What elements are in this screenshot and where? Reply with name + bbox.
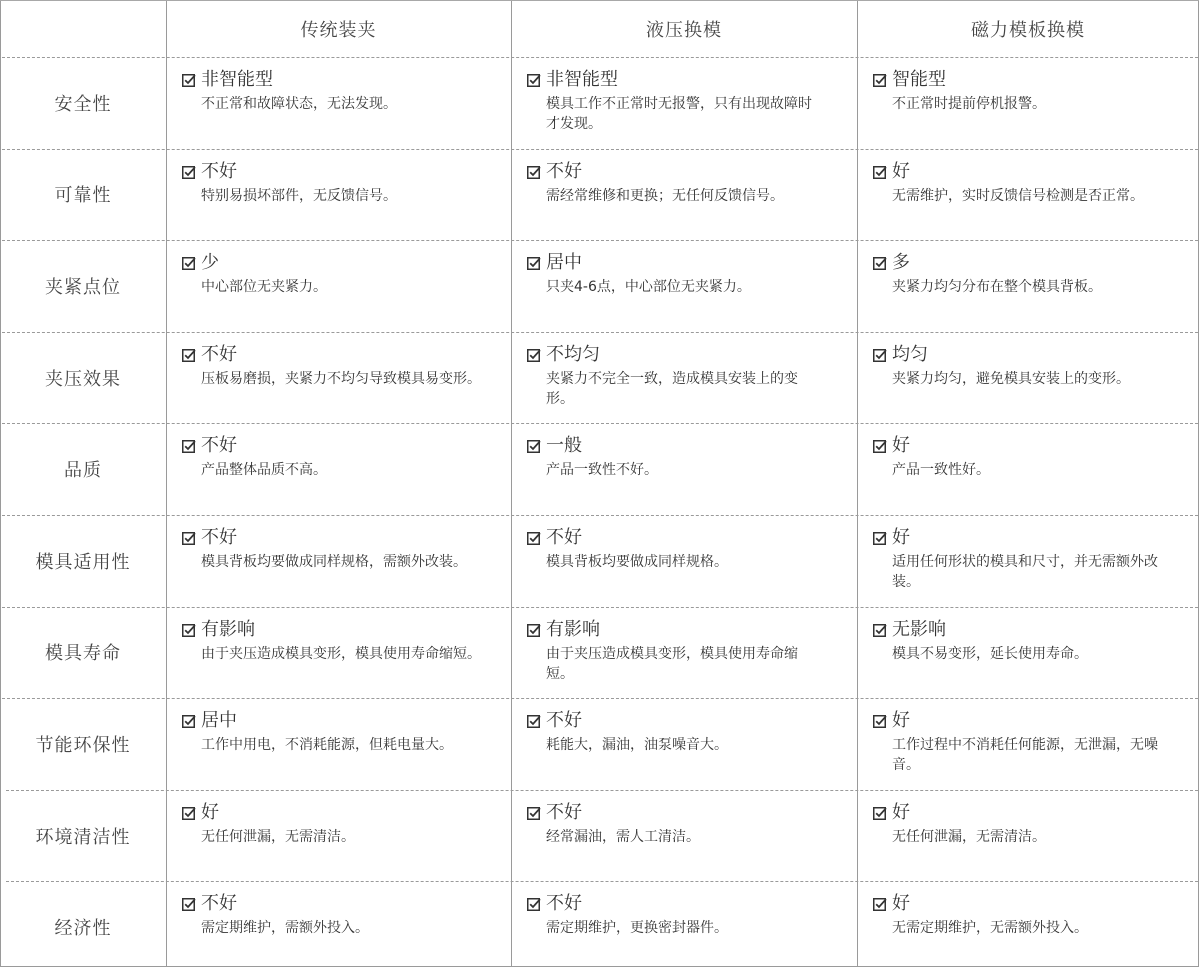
- cell-status: [873, 800, 1168, 822]
- status-text: 居中: [546, 252, 582, 274]
- cell-description: 无需定期维护，无需额外投入。: [892, 920, 1088, 937]
- table-cell: [873, 433, 1168, 480]
- cell-status: [873, 433, 1168, 455]
- cell-description: 模具不易变形，延长使用寿命。: [892, 645, 1088, 662]
- row-divider: [2, 423, 1198, 424]
- checkbox-checked-icon: [527, 621, 541, 635]
- table-cell: [873, 67, 1168, 114]
- checkbox-checked-icon: [527, 804, 541, 818]
- table-cell: [182, 159, 492, 206]
- cell-description: 由于夹压造成模具变形，模具使用寿命缩短。: [201, 645, 481, 662]
- status-text: 不好: [546, 160, 582, 182]
- table-cell: [873, 250, 1168, 297]
- status-text: 不好: [201, 435, 237, 457]
- table-cell: [527, 433, 822, 480]
- status-text: 不好: [201, 893, 237, 915]
- cell-status: [527, 250, 822, 272]
- status-text: 多: [892, 252, 910, 274]
- checkbox-checked-icon: [527, 254, 541, 268]
- checkbox-checked-icon: [873, 712, 887, 726]
- cell-status: [182, 67, 492, 89]
- cell-description: 模具背板均要做成同样规格，需额外改装。: [201, 554, 467, 570]
- table-cell: [873, 800, 1168, 847]
- cell-status: [873, 67, 1168, 89]
- table-cell: [182, 891, 492, 938]
- cell-status: [182, 433, 492, 455]
- checkbox-checked-icon: [527, 437, 541, 451]
- cell-description: 耗能大，漏油，油泵噪音大。: [546, 737, 728, 754]
- cell-description: 工作过程中不消耗任何能源，无泄漏，无噪音。: [892, 737, 1158, 774]
- cell-description: 特别易损坏部件，无反馈信号。: [201, 187, 397, 204]
- status-text: 少: [201, 252, 219, 274]
- row-divider: [6, 881, 1198, 882]
- status-text: 好: [892, 710, 910, 732]
- cell-description: 模具背板均要做成同样规格。: [546, 554, 728, 570]
- cell-status: [182, 159, 492, 181]
- status-text: 不好: [201, 343, 237, 365]
- status-text: 有影响: [201, 618, 255, 640]
- row-label: 环境清洁性: [35, 826, 131, 848]
- table-cell: [182, 433, 492, 480]
- row-label: 夹紧点位: [45, 276, 121, 298]
- cell-description: 夹紧力不完全一致，造成模具安装上的变形。: [546, 370, 798, 407]
- checkbox-checked-icon: [873, 163, 887, 177]
- table-cell: [527, 342, 822, 409]
- checkbox-checked-icon: [873, 529, 887, 543]
- cell-status: [182, 342, 492, 364]
- status-text: 好: [892, 801, 910, 823]
- cell-description: 无需维护，实时反馈信号检测是否正常。: [892, 187, 1144, 204]
- cell-status: [873, 891, 1168, 913]
- row-divider: [2, 607, 1198, 608]
- cell-description: 产品整体品质不高。: [201, 462, 327, 479]
- status-text: 不均匀: [546, 343, 600, 365]
- row-divider: [2, 240, 1198, 241]
- column-header-traditional-clamping: 传统装夹: [300, 20, 377, 41]
- table-cell: [873, 891, 1168, 938]
- row-label: 可靠性: [54, 185, 112, 207]
- checkbox-checked-icon: [873, 895, 887, 909]
- row-divider: [2, 149, 1198, 150]
- checkbox-checked-icon: [527, 163, 541, 177]
- table-cell: [182, 342, 492, 389]
- checkbox-checked-icon: [873, 804, 887, 818]
- cell-description: 压板易磨损，夹紧力不均匀导致模具易变形。: [201, 370, 481, 387]
- status-text: 非智能型: [201, 69, 273, 90]
- checkbox-checked-icon: [527, 71, 541, 85]
- cell-status: [182, 250, 492, 272]
- checkbox-checked-icon: [873, 346, 887, 360]
- table-cell: [527, 67, 822, 134]
- status-text: 无影响: [892, 618, 946, 640]
- checkbox-checked-icon: [182, 346, 196, 360]
- table-cell: [873, 708, 1168, 775]
- status-text: 好: [892, 435, 910, 457]
- table-cell: [873, 617, 1168, 664]
- status-text: 一般: [546, 435, 582, 457]
- row-label: 品质: [64, 460, 102, 482]
- status-text: 不好: [546, 527, 582, 548]
- cell-status: [873, 342, 1168, 364]
- checkbox-checked-icon: [182, 163, 196, 177]
- cell-status: [527, 891, 822, 913]
- row-label: 模具寿命: [45, 643, 121, 665]
- status-text: 不好: [546, 801, 582, 823]
- table-cell: [182, 67, 492, 114]
- cell-status: [527, 433, 822, 455]
- checkbox-checked-icon: [182, 254, 196, 268]
- cell-description: 只夹4-6点，中心部位无夹紧力。: [546, 279, 751, 296]
- cell-status: [182, 525, 492, 547]
- checkbox-checked-icon: [182, 529, 196, 543]
- cell-description: 工作中用电，不消耗能源，但耗电量大。: [201, 737, 453, 754]
- checkbox-checked-icon: [873, 71, 887, 85]
- table-cell: [182, 800, 492, 847]
- cell-description: 需定期维护，更换密封器件。: [546, 920, 728, 937]
- cell-description: 不正常时提前停机报警。: [892, 96, 1046, 112]
- checkbox-checked-icon: [873, 621, 887, 635]
- row-divider: [2, 698, 1198, 699]
- cell-status: [527, 159, 822, 181]
- status-text: 不好: [546, 893, 582, 915]
- table-cell: [873, 159, 1168, 206]
- checkbox-checked-icon: [182, 621, 196, 635]
- checkbox-checked-icon: [182, 71, 196, 85]
- checkbox-checked-icon: [527, 346, 541, 360]
- row-divider: [2, 57, 1198, 58]
- cell-status: [527, 617, 822, 639]
- row-divider: [6, 790, 1198, 791]
- checkbox-checked-icon: [873, 254, 887, 268]
- cell-description: 产品一致性不好。: [546, 462, 658, 479]
- status-text: 非智能型: [546, 69, 618, 90]
- cell-description: 中心部位无夹紧力。: [201, 279, 327, 296]
- cell-description: 无任何泄漏，无需清洁。: [892, 828, 1046, 845]
- checkbox-checked-icon: [182, 895, 196, 909]
- row-label: 节能环保性: [35, 734, 131, 756]
- cell-status: [182, 617, 492, 639]
- cell-status: [873, 617, 1168, 639]
- cell-status: [873, 708, 1168, 730]
- table-cell: [182, 525, 492, 572]
- row-divider: [2, 515, 1198, 516]
- cell-description: 需经常维修和更换；无任何反馈信号。: [546, 187, 784, 204]
- row-label: 经济性: [54, 918, 112, 940]
- cell-description: 无任何泄漏，无需清洁。: [201, 828, 355, 845]
- table-cell: [527, 250, 822, 297]
- cell-status: [527, 800, 822, 822]
- table-cell: [873, 525, 1168, 592]
- table-cell: [527, 617, 822, 684]
- checkbox-checked-icon: [182, 437, 196, 451]
- table-cell: [527, 800, 822, 847]
- cell-status: [182, 891, 492, 913]
- cell-description: 由于夹压造成模具变形，模具使用寿命缩短。: [546, 645, 798, 682]
- checkbox-checked-icon: [873, 437, 887, 451]
- cell-description: 不正常和故障状态，无法发现。: [201, 96, 397, 112]
- table-cell: [527, 159, 822, 206]
- cell-status: [527, 67, 822, 89]
- checkbox-checked-icon: [182, 712, 196, 726]
- table-cell: [182, 250, 492, 297]
- status-text: 不好: [546, 710, 582, 732]
- table-cell: [182, 617, 492, 664]
- table-cell: [527, 525, 822, 572]
- cell-description: 产品一致性好。: [892, 462, 990, 479]
- status-text: 居中: [201, 710, 237, 732]
- table-cell: [527, 891, 822, 938]
- checkbox-checked-icon: [527, 529, 541, 543]
- row-label: 夹压效果: [45, 368, 121, 390]
- status-text: 好: [892, 893, 910, 915]
- column-divider: [857, 1, 858, 967]
- row-label: 安全性: [54, 93, 112, 115]
- table-cell: [182, 708, 492, 755]
- cell-description: 夹紧力均匀，避免模具安装上的变形。: [892, 370, 1130, 387]
- status-text: 均匀: [892, 343, 928, 365]
- cell-description: 经常漏油，需人工清洁。: [546, 828, 700, 845]
- cell-status: [182, 800, 492, 822]
- table-cell: [873, 342, 1168, 389]
- cell-description: 夹紧力均匀分布在整个模具背板。: [892, 279, 1102, 296]
- checkbox-checked-icon: [527, 712, 541, 726]
- status-text: 不好: [201, 527, 237, 548]
- status-text: 好: [892, 527, 910, 548]
- cell-status: [873, 525, 1168, 547]
- column-header-magnetic-plate-mold-change: 磁力模板换模: [971, 20, 1085, 41]
- cell-status: [182, 708, 492, 730]
- status-text: 不好: [201, 160, 237, 182]
- status-text: 好: [201, 801, 219, 823]
- status-text: 好: [892, 160, 910, 182]
- cell-status: [873, 159, 1168, 181]
- table-cell: [527, 708, 822, 755]
- cell-status: [527, 525, 822, 547]
- row-divider: [2, 332, 1198, 333]
- column-header-hydraulic-mold-change: 液压换模: [646, 20, 722, 41]
- cell-description: 模具工作不正常时无报警，只有出现故障时才发现。: [546, 96, 812, 132]
- cell-description: 适用任何形状的模具和尺寸，并无需额外改装。: [892, 554, 1158, 590]
- cell-status: [527, 708, 822, 730]
- checkbox-checked-icon: [182, 804, 196, 818]
- status-text: 智能型: [892, 69, 946, 90]
- column-divider: [511, 1, 512, 967]
- column-divider: [166, 1, 167, 967]
- table-bottom-border: [0, 966, 1199, 967]
- status-text: 有影响: [546, 618, 600, 640]
- checkbox-checked-icon: [527, 895, 541, 909]
- cell-status: [527, 342, 822, 364]
- row-label: 模具适用性: [35, 551, 131, 573]
- cell-description: 需定期维护，需额外投入。: [201, 920, 369, 937]
- cell-status: [873, 250, 1168, 272]
